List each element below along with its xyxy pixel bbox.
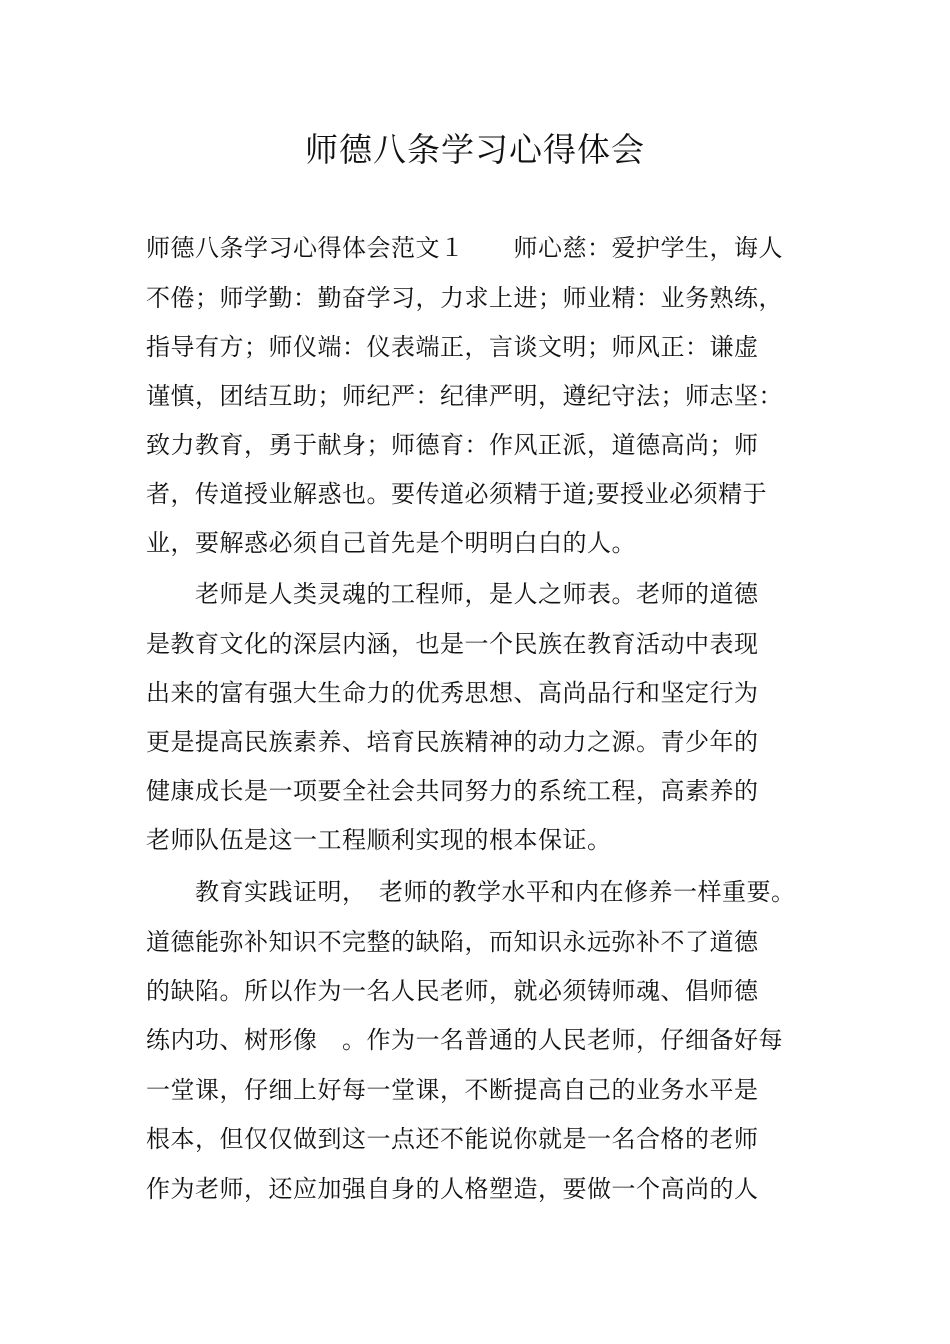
body-line: 练内功、树形像 。作为一名普通的人民老师，仔细备好每 [146,1026,783,1054]
paragraph-first-line: 老师是人类灵魂的工程师，是人之师表。老师的道德 [195,580,759,608]
paragraph-first-line: 教育实践证明， 老师的教学水平和内在修养一样重要。 [195,878,796,906]
body-line: 谨慎，团结互助；师纪严：纪律严明，遵纪守法；师志坚： [146,382,783,410]
body-line: 是教育文化的深层内涵，也是一个民族在教育活动中表现 [146,630,759,658]
body-line: 者，传道授业解惑也。要传道必须精于道;要授业必须精于 [146,480,768,508]
body-line: 根本，但仅仅做到这一点还不能说你就是一名合格的老师 [146,1125,759,1153]
body-line: 的缺陷。所以作为一名人民老师，就必须铸师魂、倡师德 [146,977,759,1005]
body-line: 师德八条学习心得体会范文１ 师心慈：爱护学生，诲人 [146,234,783,262]
body-line: 作为老师，还应加强自身的人格塑造，要做一个高尚的人 [146,1175,759,1203]
body-line: 健康成长是一项要全社会共同努力的系统工程，高素养的 [146,777,759,805]
body-line: 道德能弥补知识不完整的缺陷，而知识永远弥补不了道德 [146,928,759,956]
body-line: 致力教育，勇于献身；师德育：作风正派，道德高尚；师 [146,431,759,459]
document-title: 师德八条学习心得体会 [305,130,645,169]
body-line: 老师队伍是这一工程顺利实现的根本保证。 [146,826,612,854]
body-line: 指导有方；师仪端：仪表端正，言谈文明；师风正：谦虚 [146,333,759,361]
body-line: 更是提高民族素养、培育民族精神的动力之源。青少年的 [146,728,759,756]
body-line: 业，要解惑必须自己首先是个明明白白的人。 [146,529,636,557]
body-line: 一堂课，仔细上好每一堂课，不断提高自己的业务水平是 [146,1076,759,1104]
body-line: 不倦；师学勤：勤奋学习，力求上进；师业精：业务熟练， [146,284,783,312]
body-line: 出来的富有强大生命力的优秀思想、高尚品行和坚定行为 [146,679,759,707]
